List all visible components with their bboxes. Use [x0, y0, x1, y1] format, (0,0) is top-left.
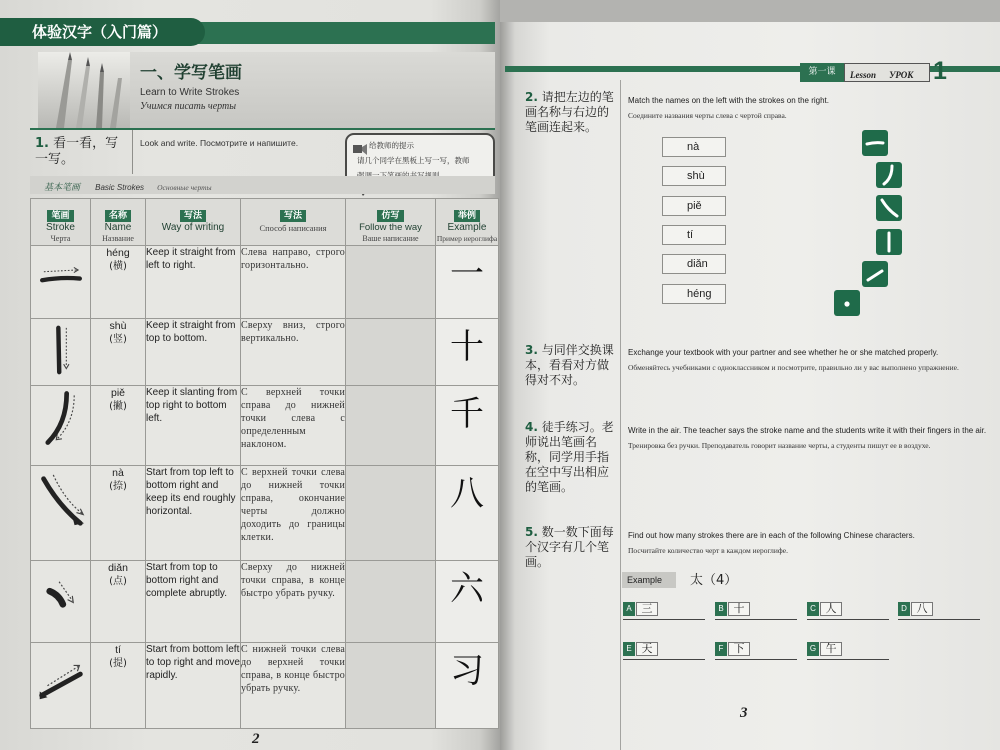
way-ru-cell: Слева направо, строго горизонтально.: [241, 246, 346, 319]
stroke-pinyin: héng: [106, 247, 130, 259]
stroke-pinyin: tí: [115, 644, 121, 656]
exercise-3-text: 与同伴交换课本，看看对方做得对不对。: [525, 343, 614, 387]
table-caption-zh: 基本笔画: [44, 183, 81, 193]
table-row: [31, 643, 499, 729]
answer-letter: B: [715, 602, 727, 616]
name-cell: [91, 466, 146, 561]
stroke-cell: [31, 643, 91, 729]
stroke-hanzi: (提): [109, 658, 127, 669]
answer-character: 下: [728, 642, 750, 656]
shu-stroke-icon: [876, 229, 902, 255]
name-cell: [91, 643, 146, 729]
way-ru-cell: С нижней точки слева до верхней точки справа, в конце быстро убрать ручку.: [241, 643, 346, 729]
way-en-cell: Start from bottom left to top right and move rapidly.: [146, 643, 241, 729]
table-caption-ru: Основные черты: [157, 183, 212, 192]
answer-letter: F: [715, 642, 727, 656]
na-stroke-icon: [32, 466, 90, 536]
section-title: 一、学写笔画: [140, 63, 242, 83]
match-name-box: héng: [662, 284, 726, 304]
shu-stroke-icon: [32, 319, 90, 381]
match-name-box: shù: [662, 166, 726, 186]
stroke-pinyin: diǎn: [108, 562, 128, 574]
dian-stroke-icon: [834, 290, 860, 316]
table-row: [31, 386, 499, 466]
stroke-cell: [31, 466, 91, 561]
stroke-hanzi: (竖): [109, 334, 127, 345]
stroke-hanzi: (点): [109, 576, 127, 587]
page-number-right: 3: [740, 705, 748, 721]
table-row: [31, 466, 499, 561]
follow-cell: [346, 561, 436, 643]
answer-line-c: [807, 602, 889, 620]
header-stroke-zh: 笔画: [47, 210, 73, 222]
example-character: 八: [436, 466, 499, 561]
way-en-cell: Start from top left to bottom right and keep its end roughly horizontal.: [146, 466, 241, 561]
header-example-ru: Пример иероглифа: [436, 234, 498, 243]
header-stroke-en: Stroke: [46, 222, 75, 233]
way-ru-cell: Сверху до нижней точки справа, в конце быстро убрать ручку.: [241, 561, 346, 643]
answer-letter: D: [898, 602, 910, 616]
exercise-4-ru: Тренировка без ручки. Преподаватель говорит название черты, а студенты пишут ее в воздухе.: [628, 441, 931, 450]
stroke-hanzi: (横): [109, 261, 127, 272]
stroke-cell: [31, 319, 91, 386]
header-example-en: Example: [447, 222, 487, 233]
example-character: 一: [436, 246, 499, 319]
answer-character: 天: [636, 642, 658, 656]
header-follow-ru: Ваше написание: [362, 234, 419, 243]
exercise-4-number: 4.: [525, 420, 538, 434]
header-example-zh: 举例: [454, 210, 480, 222]
stroke-pinyin: piě: [110, 387, 125, 399]
example-character: 千: [436, 386, 499, 466]
table-row: [31, 561, 499, 643]
table-caption: [30, 176, 495, 194]
lesson-label-box: [844, 63, 930, 82]
header-follow: [346, 199, 436, 246]
heng-stroke-icon: [862, 130, 888, 156]
header-follow-zh: 仿写: [377, 210, 403, 222]
right-page: [500, 22, 1000, 750]
exercise-4-instructions: [628, 425, 988, 452]
column-divider: [620, 80, 621, 750]
teacher-tip-icon: [353, 140, 367, 151]
answer-line-a: [623, 602, 705, 620]
exercise-5-title: [525, 525, 618, 570]
header-stroke-ru: Черта: [50, 234, 71, 243]
ti-stroke-icon: [32, 643, 90, 711]
exercise-1-title: [35, 136, 130, 168]
follow-cell: [346, 319, 436, 386]
exercise-3-title: [525, 343, 618, 388]
section-divider: [30, 128, 495, 130]
follow-cell: [346, 386, 436, 466]
stroke-hanzi: (撇): [109, 401, 127, 412]
table-row: [31, 246, 499, 319]
example-character: 十: [436, 319, 499, 386]
exercise-1-instruction: Look and write. Посмотрите и напишите.: [140, 138, 299, 148]
exercise-4-en: Write in the air. The teacher says the stroke name and the students write it with their fingers in the air.: [628, 426, 987, 435]
exercise-4-text: 徒手练习。老师说出笔画名称，同学用手指在空中写出相应的笔画。: [525, 420, 614, 494]
exercise-3-en: Exchange your textbook with your partner and see whether he or she matched properly.: [628, 348, 939, 357]
match-name-box: piě: [662, 196, 726, 216]
header-stroke: [31, 199, 91, 246]
answer-character: 午: [820, 642, 842, 656]
example-answer: 太（4）: [690, 573, 738, 588]
name-cell: [91, 386, 146, 466]
basic-strokes-table: [30, 198, 499, 729]
match-name-box: tí: [662, 225, 726, 245]
way-en-cell: Keep it slanting from top right to bottom left.: [146, 386, 241, 466]
way-ru-cell: Сверху вниз, строго вертикально.: [241, 319, 346, 386]
exercise-5-number: 5.: [525, 525, 538, 539]
answer-line-f: [715, 642, 797, 660]
pencils-icon: [38, 52, 130, 128]
follow-cell: [346, 643, 436, 729]
exercise-2-number: 2.: [525, 90, 538, 104]
match-name-box: diǎn: [662, 254, 726, 274]
stroke-pinyin: shù: [109, 320, 127, 332]
header-name-en: Name: [104, 222, 132, 233]
table-row: [31, 319, 499, 386]
exercise-5-text: 数一数下面每个汉字有几个笔画。: [525, 525, 614, 569]
answer-character: 人: [820, 602, 842, 616]
way-en-cell: Start from top to bottom right and complete abruptly.: [146, 561, 241, 643]
header-way-ru-ru: Способ написания: [259, 223, 327, 233]
teacher-tip-title: 给教师的提示: [369, 141, 414, 150]
exercise-1-divider: [132, 130, 133, 174]
follow-cell: [346, 246, 436, 319]
stroke-cell: [31, 246, 91, 319]
header-follow-en: Follow the way: [359, 222, 422, 233]
pie-stroke-icon: [32, 386, 90, 452]
stroke-cell: [31, 386, 91, 466]
page-number-left: 2: [252, 731, 260, 747]
header-name-ru: Название: [102, 234, 134, 243]
answer-letter: E: [623, 642, 635, 656]
exercise-1-text: 看一看，写一写。: [35, 136, 119, 167]
table-caption-en: Basic Strokes: [95, 183, 145, 192]
exercise-2-ru: Соедините названия черты слева с чертой справа.: [628, 111, 787, 120]
way-ru-cell: С верхней точки слева до нижней точки справа, окончание черты должно доходить до границы клетки.: [241, 466, 346, 561]
lesson-number: 1: [933, 57, 947, 85]
lesson-label-zh: 第一课: [800, 63, 844, 82]
follow-cell: [346, 466, 436, 561]
exercise-5-ru: Посчитайте количество черт в каждом иероглифе.: [628, 546, 788, 555]
exercise-1-number: 1.: [35, 136, 49, 151]
pie-stroke-icon: [876, 162, 902, 188]
name-cell: [91, 561, 146, 643]
stroke-cell: [31, 561, 91, 643]
stroke-pinyin: nà: [112, 467, 124, 479]
exercise-3-ru: Обменяйтесь учебниками с одноклассником и посмотрите, правильно ли у вас выполнено упражнение.: [628, 363, 959, 372]
header-way-en-en: Way of writing: [161, 222, 225, 233]
example-character: 六: [436, 561, 499, 643]
exercise-2-instructions: [628, 95, 988, 122]
answer-line-b: [715, 602, 797, 620]
exercise-5-en: Find out how many strokes there are in each of the following Chinese characters.: [628, 531, 915, 540]
header-way-en-zh: 写法: [180, 210, 206, 222]
header-way-ru-zh: 写法: [280, 210, 306, 222]
na-stroke-icon: [876, 195, 902, 221]
way-ru-cell: С верхней точки справа до нижней точки слева с определенным наклоном.: [241, 386, 346, 466]
header-banner-title: 体验汉字（入门篇）: [0, 18, 205, 46]
name-cell: [91, 246, 146, 319]
header-way-en: [146, 199, 241, 246]
way-en-cell: Keep it straight from left to right.: [146, 246, 241, 319]
section-subtitle-ru: Учимся писать черты: [140, 101, 236, 112]
name-cell: [91, 319, 146, 386]
dian-stroke-icon: [32, 561, 90, 627]
way-en-cell: Keep it straight from top to bottom.: [146, 319, 241, 386]
exercise-2-en: Match the names on the left with the strokes on the right.: [628, 96, 829, 105]
header-way-ru: [241, 199, 346, 246]
answer-character: 十: [728, 602, 750, 616]
teacher-tip-line-1: 请几个同学在黑板上写一写，教师: [357, 156, 470, 165]
section-subtitle-en: Learn to Write Strokes: [140, 87, 240, 98]
answer-character: 八: [911, 602, 933, 616]
stroke-hanzi: (捺): [109, 481, 127, 492]
header-example: [436, 199, 499, 246]
answer-line-g: [807, 642, 889, 660]
answer-letter: C: [807, 602, 819, 616]
answer-letter: G: [807, 642, 819, 656]
exercise-2-title: [525, 90, 618, 135]
answer-letter: A: [623, 602, 635, 616]
answer-line-e: [623, 642, 705, 660]
example-character: 习: [436, 643, 499, 729]
exercise-4-title: [525, 420, 618, 495]
table-header-row: [31, 199, 499, 246]
exercise-3-instructions: [628, 347, 988, 374]
lesson-label-ru: УРОК: [889, 70, 914, 80]
ti-stroke-icon: [862, 261, 888, 287]
header-name-zh: 名称: [105, 210, 131, 222]
header-name: [91, 199, 146, 246]
exercise-2-text: 请把左边的笔画名称与右边的笔画连起来。: [525, 90, 614, 134]
match-name-box: nà: [662, 137, 726, 157]
exercise-5-instructions: [628, 530, 988, 557]
answer-character: 三: [636, 602, 658, 616]
example-label: Example: [622, 572, 676, 588]
exercise-3-number: 3.: [525, 343, 538, 357]
lesson-label-en: Lesson: [850, 70, 877, 80]
heng-stroke-icon: [32, 246, 90, 306]
answer-line-d: [898, 602, 980, 620]
